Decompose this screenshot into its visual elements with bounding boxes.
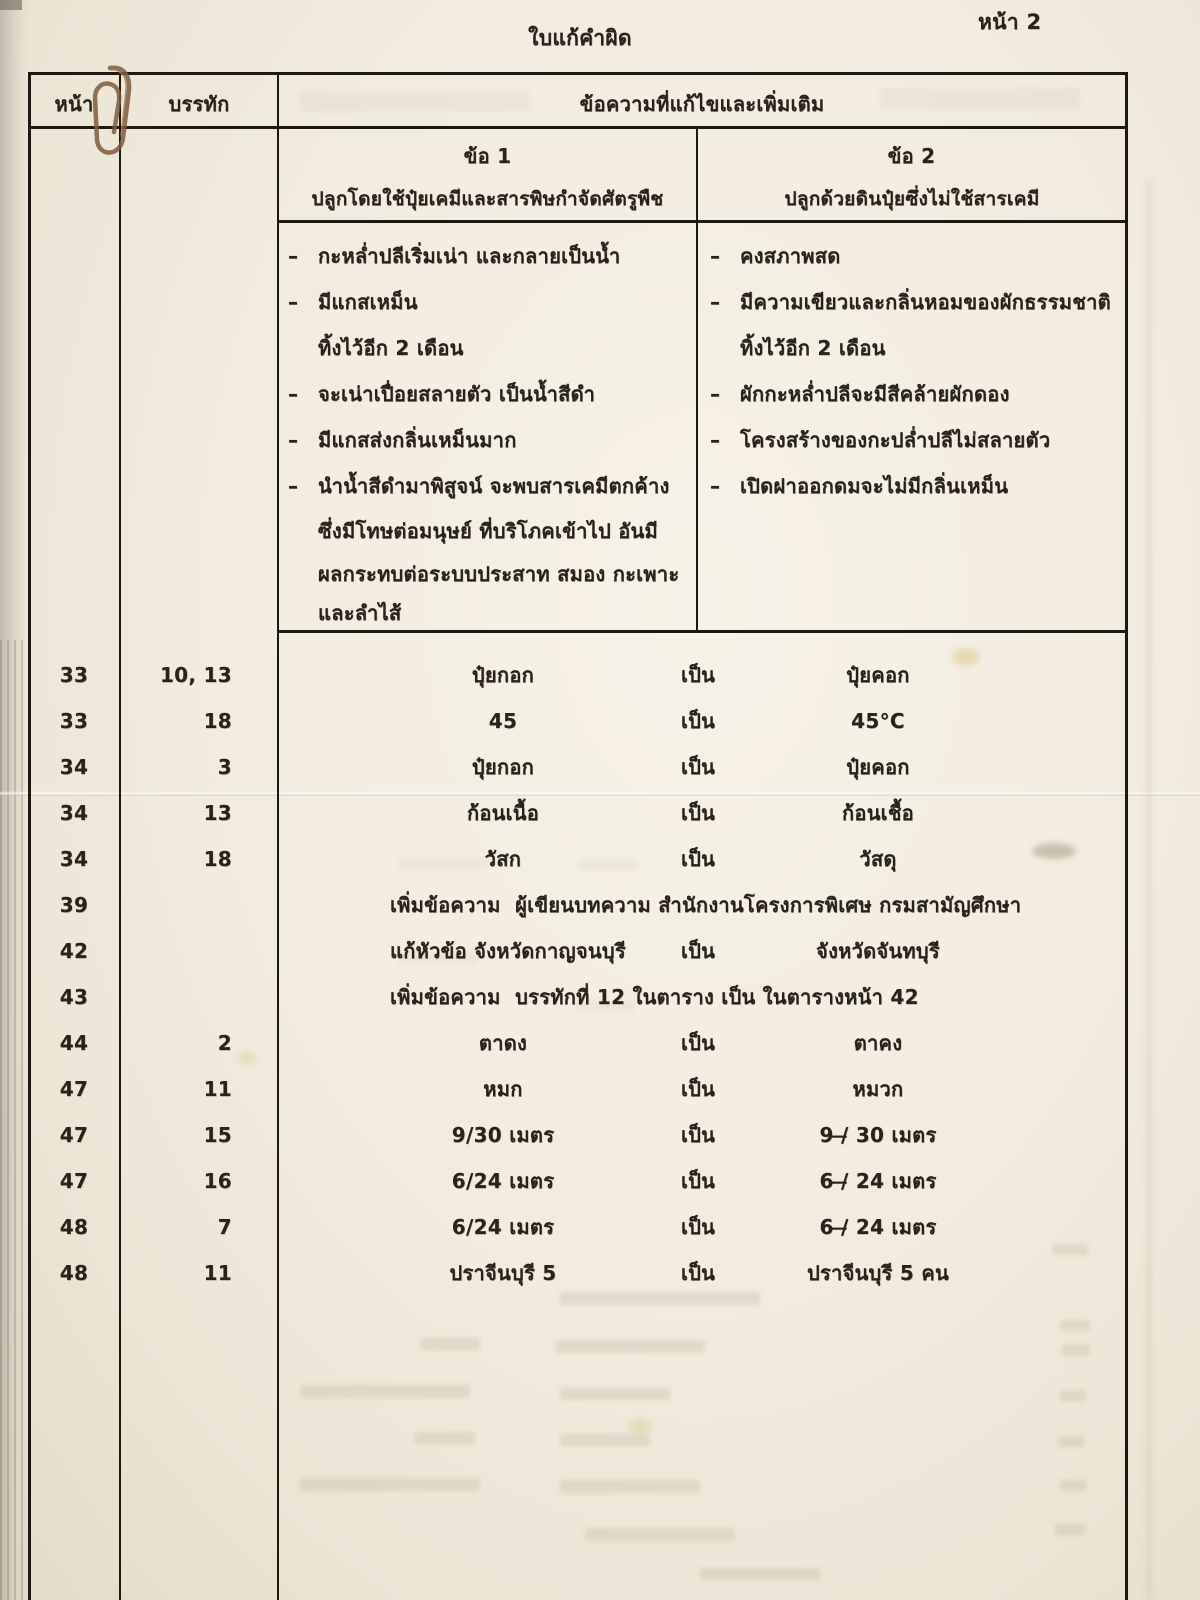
wrong-cell: ก้อนเนื้อ [466,801,540,825]
wrong-cell: ตาดง [478,1031,528,1055]
correct-cell: 45°C [851,709,905,733]
method1-subtitle: ปลูกโดยใช้ปุ๋ยเคมีและสารพิษกำจัดศัตรูพืช [311,188,664,210]
page-cell: 33 [59,709,89,733]
list-item [288,474,692,498]
ben-cell: เป็น [680,1077,716,1101]
wrong-cell: ปุ๋ยกอก [471,663,535,687]
list-item-text: มีความเขียวและกลิ่นหอมของผักธรรมชาติ [740,290,1111,314]
correct-cell: ปุ๋ยคอก [846,755,910,779]
ben-cell: เป็น [680,755,716,779]
wrong-cell: 45 [488,709,518,733]
wrong-cell: 9/30 เมตร [451,1123,555,1147]
table-header-rule [28,126,1128,129]
document-title: ใบแก้คำผิด [528,26,632,50]
correct-cell: 9 /̶ 30 เมตร [819,1123,937,1147]
correct-cell: จังหวัดจันทบุรี [816,939,940,963]
subheader-rule [278,220,1128,223]
page-cell: 34 [59,801,89,825]
bleed-through-artifact [300,1385,470,1398]
line-cell: 18 [203,847,232,871]
list-item-text: เปิดฝาออกดมจะไม่มีกลิ่นเหม็น [740,474,1009,498]
bullets-bottom-rule [278,630,1128,633]
line-cell: 11 [203,1077,232,1101]
table-row [28,882,1126,928]
bleed-through-number [1060,1320,1090,1331]
line-cell: 18 [203,709,232,733]
dash-bullet [288,562,318,586]
note-cell: เพิ่มข้อความ ผู้เขียนบทความ สำนักงานโครงการพิเศษ กรมสามัญศึกษา [390,893,1022,917]
bleed-through-number [1060,1480,1086,1491]
dash-bullet [288,519,318,543]
page-cell: 39 [59,893,89,917]
page-number-label: หน้า 2 [978,10,1042,34]
dash-bullet: – [710,428,721,452]
bleed-through-number [1055,1524,1085,1535]
dash-bullet: – [710,244,721,268]
table-row [28,928,1126,974]
list-item [288,382,692,406]
bleed-through-artifact [420,1338,480,1350]
dash-bullet: – [710,382,721,406]
list-item [288,244,692,268]
bleed-through-artifact [560,1480,700,1493]
bleed-through-artifact [300,1478,480,1491]
list-item [710,428,1122,452]
ben-cell: เป็น [680,801,716,825]
dash-bullet [288,336,318,360]
correct-cell: หมวก [852,1077,904,1101]
header-page-col: หน้า [54,92,94,116]
list-item [710,336,1122,360]
list-item [710,382,1122,406]
bleed-through-artifact [700,1568,820,1580]
table-row [28,1250,1126,1296]
dash-bullet: – [288,290,299,314]
dash-bullet: – [288,244,299,268]
page-cell: 48 [59,1215,89,1239]
list-item [288,336,692,360]
bleed-through-number [1062,1345,1090,1356]
list-item-text: ผักกะหล่ำปลีจะมีสีคล้ายผักดอง [740,382,1010,406]
page-cell: 44 [59,1031,89,1055]
note-cell: เพิ่มข้อความ บรรทักที่ 12 ในตาราง เป็น ในตารางหน้า 42 [390,985,919,1009]
header-content-col: ข้อความที่แก้ไขและเพิ่มเติม [579,92,825,116]
dash-bullet: – [710,290,721,314]
bleed-through-number [1058,1436,1084,1447]
wrong-cell: ปราจีนบุรี 5 [449,1261,557,1285]
list-item-text: ทิ้งไว้อีก 2 เดือน [740,336,886,360]
list-item [288,519,692,543]
correct-cell: 6 /̶ 24 เมตร [819,1215,937,1239]
line-cell: 2 [217,1031,232,1055]
paperclip [84,62,142,182]
ben-cell: เป็น [680,1215,716,1239]
list-item-text: และลำไส้ [318,601,402,625]
page-cell: 43 [59,985,89,1009]
table-row [28,1112,1126,1158]
wrong-cell: แก้หัวข้อ จังหวัดกาญจนบุรี [390,939,626,963]
list-item-text: ซึ่งมีโทษต่อมนุษย์ ที่บริโภคเข้าไป อันมี [318,519,659,543]
wrong-cell: หมก [483,1077,523,1101]
list-item-text: นำน้ำสีดำมาพิสูจน์ จะพบสารเคมีตกค้าง [318,474,670,498]
list-item [288,428,692,452]
bleed-through-artifact [585,1528,735,1541]
dash-bullet [288,601,318,625]
bleed-through-number [1060,1390,1086,1401]
list-item-text: คงสภาพสด [740,244,841,268]
list-item-text: จะเน่าเปื่อยสลายตัว เป็นน้ำสีดำ [318,382,596,406]
list-item [288,562,692,586]
dash-bullet: – [288,382,299,406]
dash-bullet [710,336,740,360]
ben-cell: เป็น [680,847,716,871]
line-cell: 7 [217,1215,232,1239]
page-cell: 47 [59,1077,89,1101]
line-cell: 10, 13 [159,663,232,687]
wrong-cell: วัสก [484,847,522,871]
page-cell: 47 [59,1169,89,1193]
correct-cell: ปุ๋ยคอก [846,663,910,687]
table-row [28,1204,1126,1250]
table-row [28,744,1126,790]
bleed-through-artifact [415,1432,475,1444]
scan-edge-stripes [0,640,24,1600]
list-item-text: ผลกระทบต่อระบบประสาท สมอง กะเพาะ [318,562,680,586]
ben-cell: เป็น [680,1261,716,1285]
bleed-through-artifact [555,1340,705,1353]
line-cell: 15 [203,1123,232,1147]
list-item-text: กะหล่ำปลีเริ่มเน่า และกลายเป็นน้ำ [318,244,621,268]
scan-right-shade [1146,180,1152,1600]
page-cell: 47 [59,1123,89,1147]
dash-bullet: – [288,474,299,498]
method2-title: ข้อ 2 [887,144,936,168]
scan-corner-mark [0,0,22,10]
header-line-col: บรรทัก [168,92,230,116]
list-item-text: โครงสร้างของกะปล่ำปลีไม่สลายตัว [740,428,1051,452]
page-cell: 34 [59,755,89,779]
table-row [28,1020,1126,1066]
line-cell: 16 [203,1169,232,1193]
correct-cell: วัสดุ [859,847,897,871]
paper-stain [628,1418,652,1434]
list-item [288,290,692,314]
list-item [288,601,692,625]
table-row [28,652,1126,698]
page-cell: 33 [59,663,89,687]
line-cell: 3 [217,755,232,779]
line-cell: 11 [203,1261,232,1285]
bleed-through-artifact [560,1388,670,1400]
dash-bullet: – [710,474,721,498]
ben-cell: เป็น [680,939,716,963]
list-item-text: มีแกสส่งกลิ่นเหม็นมาก [318,428,517,452]
table-row [28,1066,1126,1112]
page-cell: 48 [59,1261,89,1285]
corrections-section [28,652,1126,1296]
bleed-through-artifact [560,1434,650,1446]
wrong-cell: 6/24 เมตร [451,1215,555,1239]
page-cell: 42 [59,939,89,963]
page-cell: 34 [59,847,89,871]
correct-cell: 6 /̶ 24 เมตร [819,1169,937,1193]
list-item-text: มีแกสเหม็น [318,290,418,314]
method1-title: ข้อ 1 [463,144,512,168]
list-item [710,290,1122,314]
wrong-cell: 6/24 เมตร [451,1169,555,1193]
method2-subtitle: ปลูกด้วยดินปุ๋ยซึ่งไม่ใช้สารเคมี [784,188,1040,210]
wrong-cell: ปุ๋ยกอก [471,755,535,779]
table-row [28,698,1126,744]
ben-cell: เป็น [680,1031,716,1055]
table-row [28,974,1126,1020]
ben-cell: เป็น [680,663,716,687]
ben-cell: เป็น [680,709,716,733]
table-row [28,790,1126,836]
ben-cell: เป็น [680,1123,716,1147]
correct-cell: ตาคง [853,1031,903,1055]
dash-bullet: – [288,428,299,452]
table-row [28,1158,1126,1204]
list-item [710,474,1122,498]
table-border-top [28,72,1128,75]
compare-divider [696,128,698,630]
list-item [710,244,1122,268]
correct-cell: ก้อนเชื้อ [841,801,914,825]
line-cell: 13 [203,801,232,825]
table-row [28,836,1126,882]
correct-cell: ปราจีนบุรี 5 คน [807,1261,949,1285]
list-item-text: ทิ้งไว้อีก 2 เดือน [318,336,464,360]
ben-cell: เป็น [680,1169,716,1193]
